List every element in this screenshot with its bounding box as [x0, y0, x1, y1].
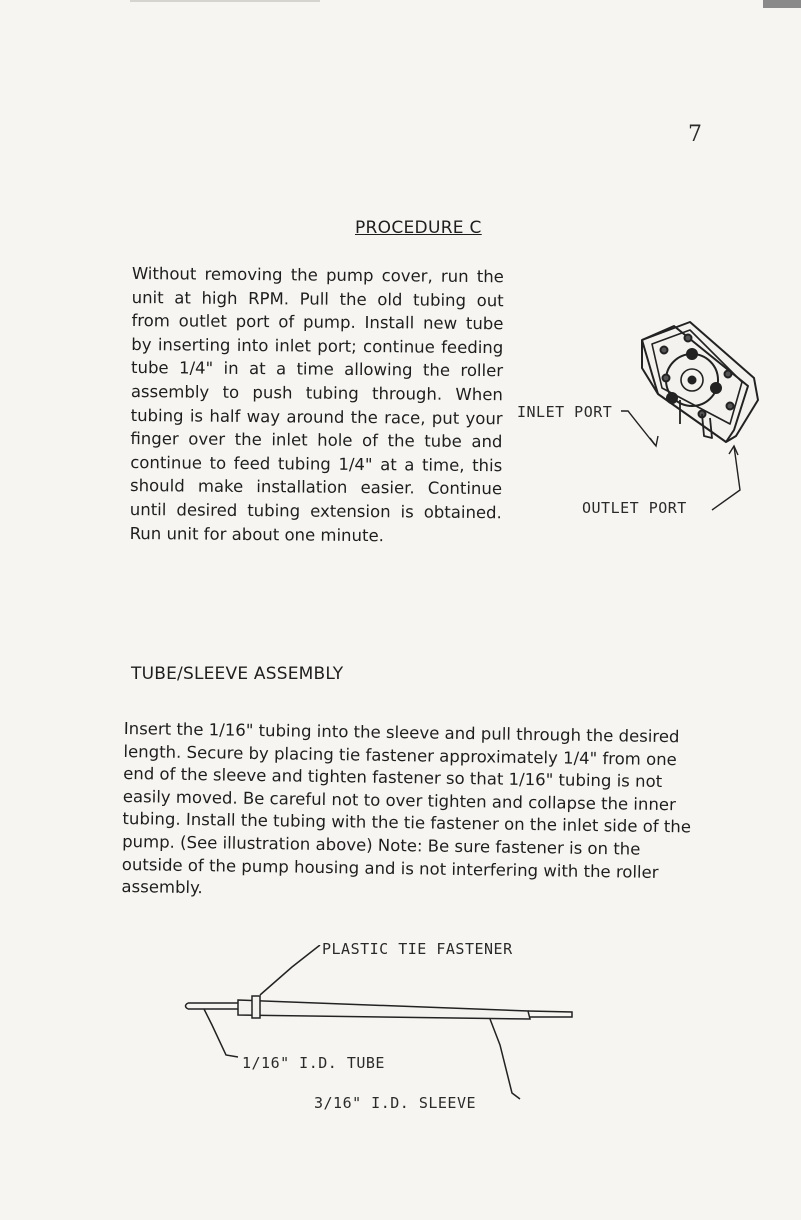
procedure-heading: PROCEDURE C	[355, 218, 482, 238]
sleeve-label: 3/16" I.D. SLEEVE	[314, 1094, 477, 1112]
plastic-tie-label: PLASTIC TIE FASTENER	[322, 940, 513, 958]
scan-top-edge	[130, 0, 320, 2]
scan-corner-mark	[763, 0, 801, 8]
procedure-paragraph: Without removing the pump cover, run the unit at high RPM. Pull the old tubing out from outlet port of pump. Install new tube by inserting into inlet port; continue feeding tube 1/4" in at a time allowing the roller assembly to push tubing through. When tubing is half way around the race, put your finger over the inlet hole of the tube and continue to feed tubing 1/4" at a time, this should make installation easier. Continue until desired tubing extension is obtained. Run unit for about one minute.	[129, 263, 504, 545]
page-number: 7	[688, 122, 702, 147]
tube-sleeve-heading: TUBE/SLEEVE ASSEMBLY	[131, 664, 344, 684]
inner-tube-label: 1/16" I.D. TUBE	[242, 1054, 385, 1072]
pump-illustration	[630, 318, 770, 458]
tube-sleeve-paragraph: Insert the 1/16" tubing into the sleeve and pull through the desired length. Secure by placing tie fastener approximately 1/4" from one end of the sleeve and tighten fastener so that 1/16" tubing is not easily moved. Be careful not to over tighten and collapse the inner tubing. Install the tubing with the tie fastener on the inlet side of the pump. (See illustration above) Note: Be sure fastener is on the outside of the pump housing and is not interfering with the roller assembly.	[121, 718, 692, 898]
inlet-port-label: INLET PORT	[517, 403, 613, 421]
outlet-port-label: OUTLET PORT	[582, 499, 687, 517]
